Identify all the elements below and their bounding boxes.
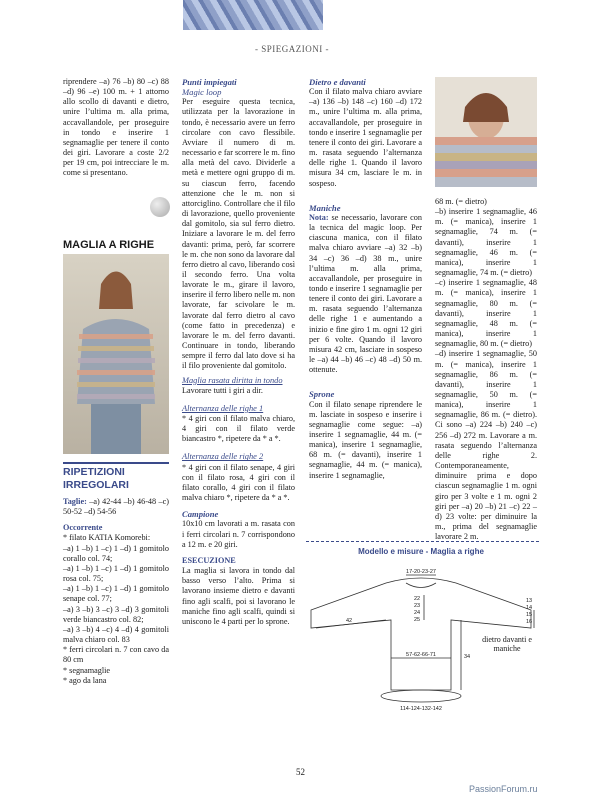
heading-rasata: Maglia rasata diritta in tondo [182,375,283,385]
dim-sleeve: 42 [346,618,353,624]
materials-item: –a) 1 –b) 1 –c) 1 –d) 1 gomitolo senape col. 77; [63,584,169,604]
header-yarn-photo [183,0,323,30]
heading-magic-loop: Magic loop [182,87,222,98]
col1-paragraph: riprendere –a) 76 –b) 80 –c) 88 –d) 96 –e) 100 m. + 1 attorno allo scollo di davanti e dietro, unire l’ultima m. alla prima, accavallandole, per proseguire in tondo e inserire 1 segnamaglie per tenere il conto dei giri. Lavorare a coste 2/2 per 19 cm, poi intrecciare le m. come si presentano. [63,77,169,178]
closeup-photo [435,77,537,187]
dim-width: 57-62-66-71 [406,652,436,658]
column-3 [309,77,422,481]
dietro-text: Con il filato malva chiaro avviare –a) 136 –b) 148 –c) 160 –d) 172 m., unire l’ultima m. alla prima, accavallandole, per proseguire in tondo e inserire 1 segnamaglie per tenere il conto dei giri. Lavorare a m. rasata seguendo l’alternanza delle righe 1. Quando il lavoro misura 34 cm, lasciare le m. in sospeso. [309,87,422,188]
dim-yoke-2: 23 [414,603,421,609]
taglie-label: Taglie: [63,497,87,506]
magic-loop-text: Per eseguire questa tecnica, utilizzata per la lavorazione in tondo, è necessario avere un ferro circolare con cavo flessibile. Avviare il numero di m. necessario e far scorrere le m. fino alla metà del cavo. Dividerle a metà e mettere ogni gruppo di m. su ciascun ferro, facendo attenzione che le m. non si attorciglino. Controllare che il filo di lavorazione, quello proveniente dal gomitolo, sia sul ferro dietro. Iniziare a lavorare le m. del ferro davanti: prima, però, far scorrere le m. che non sono da lavorare dal ferro dietro al cavo, liberando così il secondo ferro. Una volta lavorate le m., girare il lavoro, inserire il ferro libero nelle m. non lavorate, far scivolare le m. lavorate dal ferro dietro al cavo (come fatto in precedenza) e lavorare le m. del ferro davanti. Continuare in tondo, liberando sempre il ferro dal lato dove si ha il filo proveniente dal gomitolo. [182,97,295,371]
dim-neck: 17-20-23-27 [406,569,436,575]
model-photo [63,254,169,454]
materials-item: * filato KATIA Komorebi: [63,533,151,543]
sweater-schematic [306,540,536,715]
dim-right-3: 15 [526,612,533,618]
dim-body-length: 34 [464,654,471,660]
heading-punti: Punti impiegati [182,77,237,87]
page-number: 52 [296,767,305,777]
dim-yoke-3: 24 [414,610,421,616]
materials-item: –a) 1 –b) 1 –c) 1 –d) 1 gomitolo corallo col. 74; [63,543,169,563]
dim-yoke-1: 22 [414,596,421,602]
section-title-ripetizioni: RIPETIZIONI IRREGOLARI [63,462,169,492]
nota-label: Nota: [309,212,329,222]
col4-paragraph: 68 m. (= dietro) [435,197,487,206]
dim-right-1: 13 [526,598,533,604]
heading-campione: Campione [182,509,219,520]
col4-paragraph: –b) inserire 1 segnamaglie, 46 m. (= manica), inserire 1 segnamaglie, 74 m. (= davanti), inserire 1 segnamaglie, 46 m. (= manica), inserire 1 segnamaglie, 74 m. (= dietro) [435,207,537,278]
campione-text: 10x10 cm lavorati a m. rasata con i ferri circolari n. 7 corrispondono a 12 m. e 20 giri. [182,519,295,549]
rasata-text: Lavorare tutti i giri a dir. [182,385,263,395]
dim-hem: 114-124-132-142 [400,706,442,712]
column-2 [182,77,295,627]
section-label: - SPIEGAZIONI - [255,44,329,54]
esecuzione-text: La maglia si lavora in tondo dal basso verso l’alto. Prima si lavorano insieme dietro e davanti fino agli scalfi, poi si lavorano le maniche fino agli scalfi, quindi si uniscono le 4 parti per lo sprone. [182,566,295,626]
heading-maniche: Maniche [309,202,341,213]
watermark: PassionForum.ru [469,784,538,794]
heading-esecuzione: ESECUZIONE [182,555,236,565]
materials-item: –a) 1 –b) 1 –c) 1 –d) 1 gomitolo rosa col. 75; [63,563,169,584]
heading-dietro-davanti: Dietro e davanti [309,77,366,87]
alternanza-2-text: * 4 giri con il filato senape, 4 giri con il filato rosa, 4 giri con il filato corallo, 4 giri con il filato malva chiaro *, ripetere da * a *. [182,462,295,503]
materials-item: * segnamaglie [63,665,111,675]
dim-yoke-4: 25 [414,617,421,623]
heading-alternanza-2: Alternanza delle righe 2 [182,452,264,462]
column-4 [435,197,537,542]
diagram-title: Modello e misure - Maglia a righe [358,547,484,556]
pattern-title: MAGLIA A RIGHE [63,239,169,256]
materials-item: –a) 3 –b) 4 –c) 4 –d) 4 gomitoli malva chiaro col. 83 [63,624,169,645]
yarn-ball-icon [150,197,170,217]
occorrente-label: Occorrente [63,523,103,533]
materials-item: * ago da lana [63,675,107,685]
heading-alternanza-1: Alternanza delle righe 1 [182,403,264,413]
column-1 [63,77,169,179]
materials-item: * ferri circolari n. 7 con cavo da 80 cm [63,645,169,665]
diagram-label: dietro davanti e maniche [482,635,532,653]
dim-right-2: 14 [526,605,533,611]
alternanza-1-text: * 4 giri con il filato malva chiaro, 4 giri con il filato verde biancastro *, ripetere da * a *. [182,414,295,444]
maniche-text: se necessario, lavorare con la tecnica del magic loop. Per ciascuna manica, con il filato malva chiaro avviare –a) 32 –b) 34 –c) 36 –d) 38 m., unire l’ultima m. alla prima, accavallandole, per proseguire in tondo e inserire 1 segnamaglie per tenere il conto dei giri. Lavorare a m. rasata seguendo l’alternanza delle righe 1 e aumentando a inizio e fine giro 1 m. ogni 12 giri per 6 volte. Quando il lavoro misura 42 cm, lasciare in sospeso le –a) 44 –b) 46 –c) 48 –d) 50 m. ottenute. [309,212,422,375]
col4-paragraph: –c) inserire 1 segnamaglie, 48 m. (= manica), inserire 1 segnamaglie, 80 m. (= davanti), inserire 1 segnamaglie, 48 m. (= manica), inserire 1 segnamaglie, 80 m. (= dietro) [435,278,537,349]
taglie-value: –a) 42-44 –b) 46-48 –c) 50-52 –d) 54-56 [63,497,169,517]
materials-block [63,497,169,686]
sprone-text: Con il filato senape riprendere le m. lasciate in sospeso e inserire i segnamaglie come segue: –a) inserire 1 segnamaglie, 44 m. (= manica), inserire 1 segnamaglie, 68 m. (= davanti), inserire 1 segnamaglie, 44 m. (= manica), inserire 1 segnamaglie, [309,399,422,480]
heading-sprone: Sprone [309,389,335,400]
col4-paragraph: –d) inserire 1 segnamaglie, 50 m. (= manica), inserire 1 segnamaglie, 86 m. (= davanti), inserire 1 segnamaglie, 50 m. (= manica), inserire 1 segnamaglie, 86 m. (= dietro). Ci sono –a) 224 –b) 240 –c) 256 –d) 272 m. Lavorare a m. rasata seguendo l’alternanza delle righe 2. Contemporaneamente, diminuire prima e dopo ciascun segnamaglie 1 m. ogni giro per 3 volte e 1 m. ogni 2 giri per –a) 20 –b) 21 –c) 22 –d) 23 volte: per diminuire la m., prima del segnamaglie lavorare 2 m. [435,349,537,542]
dim-right-4: 16 [526,619,533,625]
materials-item: –a) 3 –b) 3 –c) 3 –d) 3 gomitoli verde biancastro col. 82; [63,604,169,624]
